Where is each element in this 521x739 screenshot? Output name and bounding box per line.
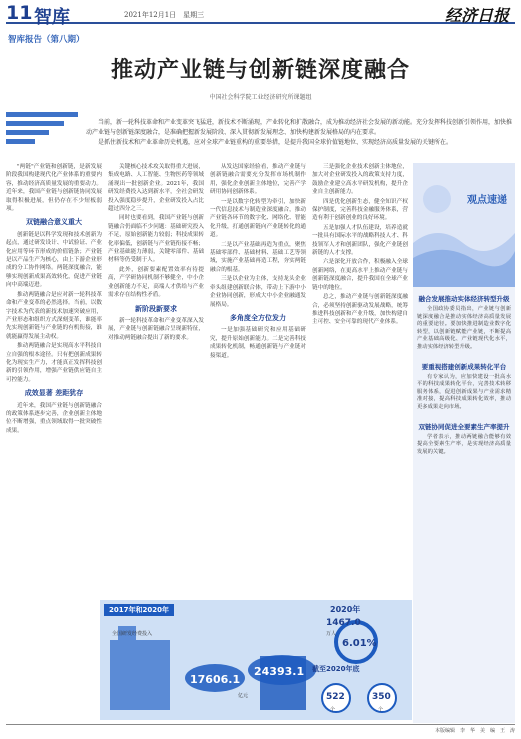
subheading: 多角度全方位发力 [230,313,286,322]
wave-graphic [413,163,515,287]
paragraph: 一是加强基础研究和应用基础研究，提升原始创新能力。二是完善科技成果转化机制，畅通创新链与产业链对接渠道。 [210,327,306,359]
page-title: 推动产业链与创新链深度融合 [110,58,410,83]
value-d-unit: 个 [330,707,336,713]
paragraph: 推动两链融合是应对新一轮科技革命和产业变革的必然选择。当前，以数字技术为代表的新技术加速突破应用，产业形态和组织方式深刻变革，谁能率先实现创新链与产业链的有机衔接，谁就能赢得发展主动权。 [6,291,102,340]
paragraph: 同时也要看到，我国产业链与创新链融合仍面临不少问题：基础研究投入不足，原始创新能力较弱；科技成果转化率偏低，创新链与产业链衔接不畅；产业基础能力薄弱，关键零部件、基础材料等仍受制于人。 [108,215,204,264]
lead-decoration [6,112,78,160]
paragraph: 新一轮科技革命和产业变革深入发展，产业链与创新链融合呈现新特征，对推动两链融合提出了新的要求。 [108,317,204,341]
infographic-title: 2017年和2020年 [104,604,174,616]
value-e: 350 [372,692,391,702]
article-column-4 [312,163,408,525]
growth-percent: 6.01% [342,638,377,649]
value-2020: 24393.1 [254,665,305,678]
sidebar-title: 观点速递 [467,195,507,206]
sidebar-article [413,415,515,460]
subheading: 新阶段新要求 [135,304,177,313]
value-e-unit: 个 [378,707,384,713]
sidebar-article [413,355,515,415]
paragraph: 三是以企业为主体，支持龙头企业牵头组建创新联合体，带动上下游中小企业协同创新，形成大中小企业融通发展格局。 [210,276,306,308]
paragraph: 四是优化创新生态，健全知识产权保护制度，完善科技金融服务体系，营造有利于创新创业的良好环境。 [312,198,408,222]
sidebar-article-body: 全国政协委员指出，产业链与创新链深度融合是推动实体经济高质量发展的重要途径。要加快推进制造业数字化转型，以创新链赋能产业链，不断提高产业基础高级化、产业链现代化水平，推动实体经济转型升级。 [417,306,511,350]
paragraph: 二是以产业基础再造为重点，聚焦基础零部件、基础材料、基础工艺等领域，实施产业基础再造工程，夯实两链融合的根基。 [210,241,306,273]
subheading: 成效显著 差距犹存 [24,389,84,398]
paragraph: 关键核心技术攻关取得重大进展，集成电路、人工智能、生物医药等领域涌现出一批创新企业。2021年，我国研发经费投入达到新水平，全社会研发投入强度稳步提升，企业研发投入占比超过四分之三。 [108,164,204,213]
value-c-unit: 万人 [326,631,337,637]
lead-paragraph [86,118,514,152]
section-name: 智库 [34,7,70,28]
paragraph: "两链"产业链和创新链，是新发展阶段我国构建现代化产业体系的重要内容，推动经济高质量发展的重要动力。近年来，我国产业链与创新链协同发展取得积极进展，但仍存在不少短板弱项。 [6,164,102,213]
infographic-caption: 全国研发经费投入 [112,631,153,637]
value-unit: 亿元 [238,693,249,699]
decor-bar [6,130,49,135]
masthead [6,2,515,28]
sidebar-article-body: 学者表示，推动两链融合能够有效提高全要素生产率，是实现经济高质量发展的关键。 [417,433,511,455]
footer-credits: 本版编辑 李 华 美 编 王 涛 [434,728,515,734]
article-column-3 [210,163,306,535]
paragraph: 创新链是以科学发现和技术创新为起点，通过研发设计、中试验证、产业化应用等环节形成的价值链条；产业链是以产品生产为核心，由上下游企业形成的分工协作网络。两链深度融合，能够实现创新成果高效转化，促进产业链向中高端迈进。 [6,231,102,289]
value-2017: 17606.1 [190,673,241,686]
paragraph: 一是以数字化转型为牵引，加快新一代信息技术与制造业深度融合，推动产业链各环节的数字化、网络化、智能化升级，打通创新链向产业链转化的通道。 [210,198,306,239]
byline: 中国社会科学院工业经济研究所课题组 [209,94,312,101]
sidebar-article [413,287,515,355]
sidebar-banner [413,163,515,287]
sidebar-article-body: 有专家认为，应加快建设一批高水平的科技成果转化平台，完善技术转移服务体系，促进创新成果与产业需求精准对接，提高科技成果转化效率，推动更多成果走向市场。 [417,373,511,410]
infographic-art [100,600,412,720]
paragraph: 五是加强人才队伍建设，培养造就一批具有国际水平的战略科技人才、科技领军人才和创新团队，强化产业链创新链的人才支撑。 [312,224,408,257]
newspaper-logo: 经济日报 [444,6,509,25]
value-d: 522 [326,692,345,702]
paragraph: 总之，推动产业链与创新链深度融合，必须坚持创新驱动发展战略，统筹推进科技创新和产业升级，加快构建自主可控、安全可靠的现代产业体系。 [312,294,408,326]
infographic-cutoff: 截至2020年底 [312,665,360,673]
article-column-1 [6,163,102,595]
value-c: 1467.0 [326,618,361,628]
subheading: 双链融合意义重大 [26,218,82,227]
article-column-2 [108,163,204,535]
infographic [100,600,412,720]
report-tag: 智库报告（第八期） [8,35,85,45]
paragraph: 六是深化开放合作，积极融入全球创新网络，在更高水平上推动产业链与创新链深度融合，提升我国在全球产业链中的地位。 [312,259,408,291]
page-number: 11 [6,2,33,24]
lead-text: 当前，新一轮科技革命和产业变革突飞猛进，新技术不断涌现，产业转化和扩散融合，成为推动经济社会发展的新动能。充分发挥科技创新引领作用，加快推动产业链与创新链深度融合，是准确把握新发展阶段、深入贯彻新发展理念、加快构建新发展格局的内在要求。 [86,119,513,136]
sidebar-article-title: 要重视搭建创新成果转化平台 [421,362,507,371]
lead-text: 是抓住新技术和产业革命历史机遇，应对全球产业链重构的重要举措，是提升我国全球价值链地位、实现经济高质量发展的关键所在。 [98,139,453,146]
decor-bar [6,112,78,117]
paragraph: 此外，创新要素配置效率有待提高，产学研协同机制不够健全，中小企业创新能力不足，高端人才供给与产业需求存在结构性矛盾。 [108,266,204,299]
paragraph: 三是强化企业技术创新主体地位，加大对企业研发投入的政策支持力度，鼓励企业建立高水平研发机构，提升企业自主创新能力。 [312,164,408,196]
decor-bar [6,121,64,126]
infographic-year-b: 2020年 [330,605,361,614]
publication-date: 2021年12月1日 星期三 [124,11,205,19]
sidebar-article-title: 双链协同促进全要素生产率提升 [418,422,510,431]
paragraph: 推动两链融合是实现高水平科技自立自强的根本途径。只有把创新成果转化为现实生产力，才能真正发挥科技创新的引领作用，增强产业链供应链自主可控能力。 [6,343,102,383]
divider [6,724,515,725]
paragraph: 近年来，我国产业链与创新链融合的政策体系逐步完善，企业创新主体地位不断增强，重点领域取得一批突破性成果。 [6,402,102,434]
sidebar-article-title: 融合发展推动实体经济转型升级 [418,295,510,303]
opinion-sidebar [413,163,515,723]
decor-bar [6,139,35,144]
paragraph: 从发达国家经验看，推动产业链与创新链融合需要充分发挥市场机制作用，强化企业创新主体地位，完善产学研用协同创新体系。 [210,164,306,196]
